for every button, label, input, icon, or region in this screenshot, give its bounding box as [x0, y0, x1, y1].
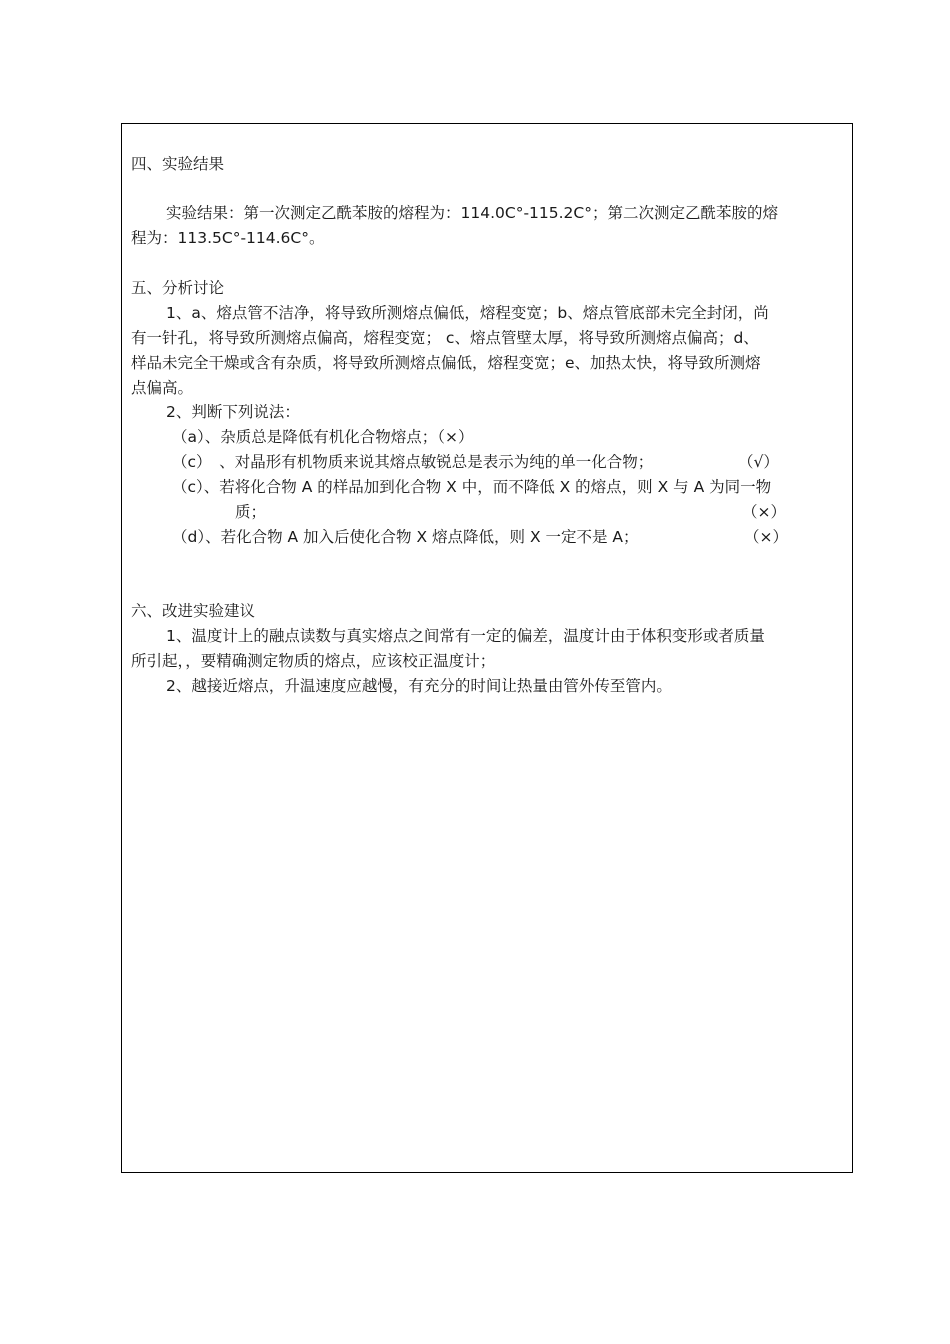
section5-heading: 五、分析讨论 [131, 279, 225, 297]
judgment-d: （d）、若化合物 A 加入后使化合物 X 熔点降低，则 X 一定不是 A； [172, 528, 639, 546]
judgment-c2-cont: 质； [235, 503, 267, 521]
discussion-line-2: 有一针孔，将导致所测熔点偏高，熔程变宽； c、熔点管壁太厚，将导致所测熔点偏高；d、 [131, 329, 759, 347]
section6-heading: 六、改进实验建议 [131, 602, 256, 620]
discussion-line-3: 样品未完全干燥或含有杂质，将导致所测熔点偏低，熔程变宽；e、加热太快，将导致所测熔 [131, 354, 761, 372]
judgment-a: （a）、杂质总是降低有机化合物熔点；（×） [172, 428, 474, 446]
judgment-title: 2、判断下列说法： [166, 403, 300, 421]
judgment-c2: （c）、若将化合物 A 的样品加到化合物 X 中，而不降低 X 的熔点，则 X 与 A 为同一物 [172, 478, 772, 496]
result-line-1: 实验结果：第一次测定乙酰苯胺的熔程为：114.0C°-115.2C°；第二次测定乙酰苯胺的熔 [166, 204, 778, 222]
section4-heading: 四、实验结果 [131, 155, 225, 173]
suggestion-1-line-1: 1、温度计上的融点读数与真实熔点之间常有一定的偏差，温度计由于体积变形或者质量 [166, 627, 765, 645]
judgment-c1-mark: （√） [738, 453, 779, 471]
suggestion-2: 2、越接近熔点，升温速度应越慢，有充分的时间让热量由管外传至管内。 [166, 677, 672, 695]
discussion-line-1: 1、a、熔点管不洁净，将导致所测熔点偏低，熔程变宽；b、熔点管底部未完全封闭，尚 [166, 304, 769, 322]
suggestion-1-line-2: 所引起，，要精确测定物质的熔点，应该校正温度计； [131, 652, 496, 670]
judgment-c2-mark: （×） [742, 503, 786, 521]
discussion-line-4: 点偏高。 [131, 379, 194, 397]
judgment-c1: （c） 、对晶形有机物质来说其熔点敏锐总是表示为纯的单一化合物； [172, 453, 654, 471]
judgment-d-mark: （×） [744, 528, 788, 546]
result-line-2: 程为：113.5C°-114.6C°。 [131, 229, 325, 247]
